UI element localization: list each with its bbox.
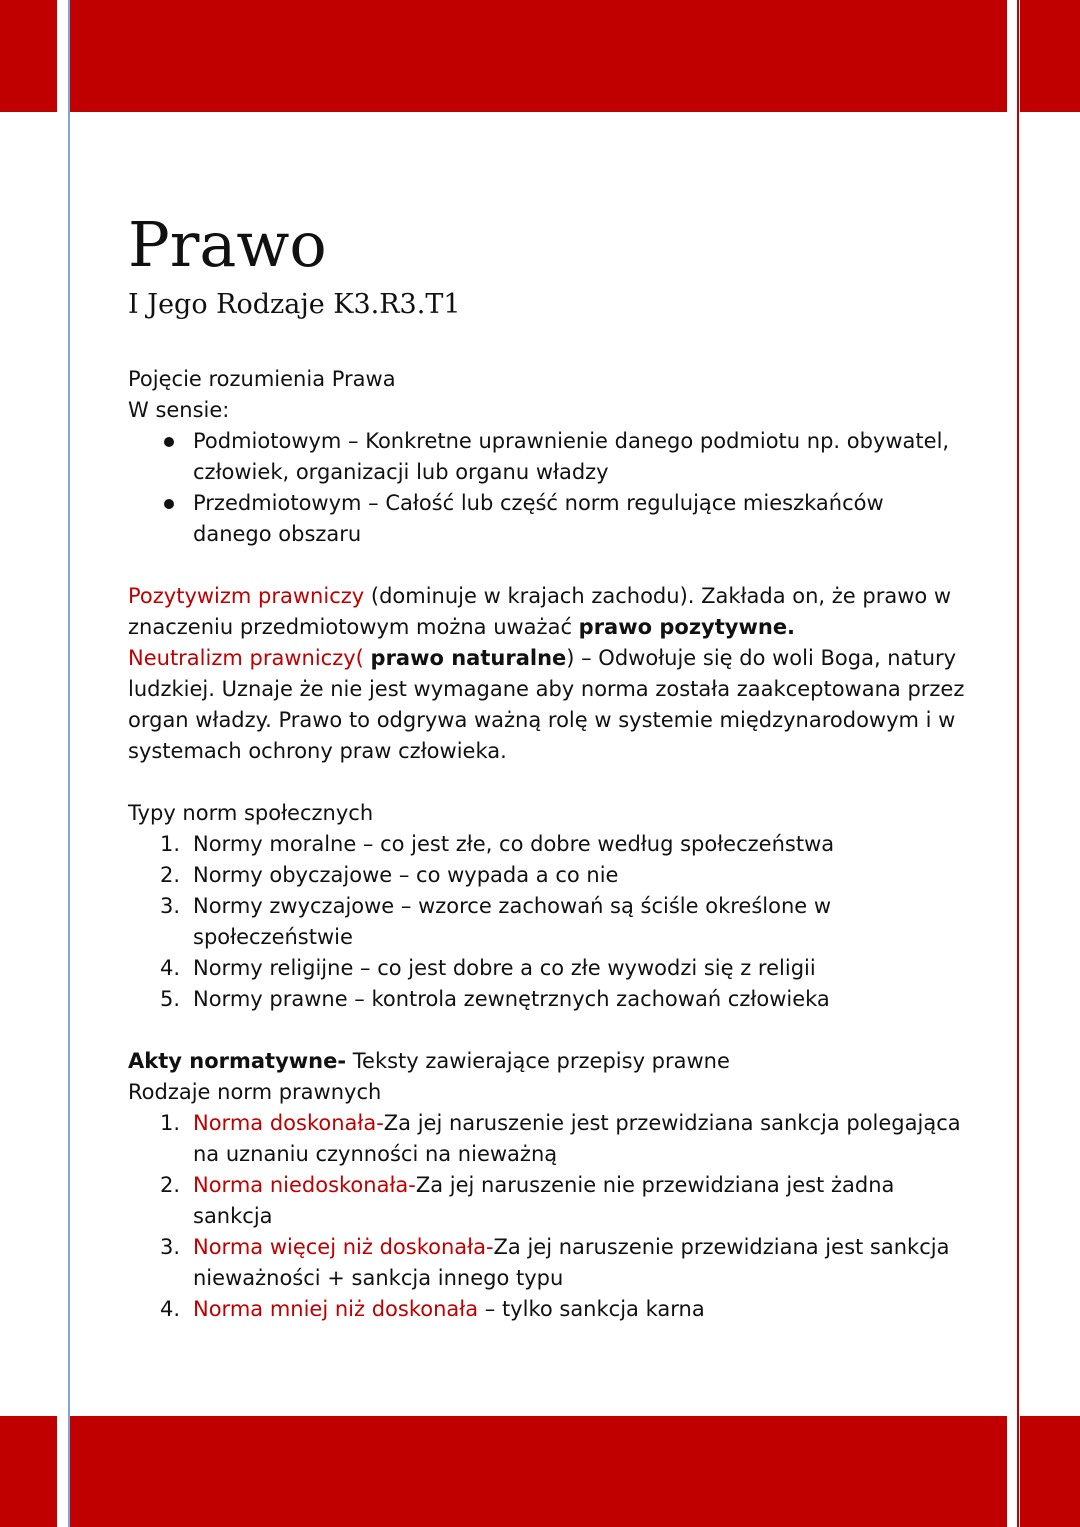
norm-term: Norma doskonała- [193,1111,384,1135]
list-number: 4. [160,1297,181,1321]
concept-term: Przedmiotowym [193,491,362,515]
page-subtitle: I Jego Rodzaje K3.R3.T1 [128,289,461,320]
list-item [128,860,968,891]
list-item [128,426,968,488]
list-item [128,829,968,860]
bullet-icon [164,499,174,509]
list-item [128,891,968,953]
list-number: 2. [160,1173,181,1197]
document-body [128,205,968,1325]
list-number: 1. [160,832,181,856]
neutralism-text: ) – Odwołuje się do woli Boga, natury ludzkiej. Uznaje że nie jest wymagane aby norma została zaakceptowana przez organ władzy. Prawo to odgrywa ważną rolę w systemie międzynarodowym i w systemach ochrony praw człowieka. [128,646,965,763]
list-text: Normy prawne – kontrola zewnętrznych zachowań człowieka [193,987,830,1011]
list-text: Normy zwyczajowe – wzorce zachowań są ściśle określone w społeczeństwie [193,894,832,949]
list-item [128,984,968,1015]
concept-intro: W sensie: [128,398,230,422]
acts-bold: Akty normatywne- [128,1049,347,1073]
neutralism-paragraph [128,643,968,767]
concept-text: – Konkretne uprawnienie danego podmiotu np. obywatel, człowiek, organizacji lub organu władzy [193,429,950,484]
norm-term: Norma niedoskonała- [193,1173,416,1197]
norm-term: Norma więcej niż doskonała- [193,1235,494,1259]
list-number: 5. [160,987,181,1011]
list-number: 4. [160,956,181,980]
list-item [128,1294,968,1325]
page-title: Prawo [128,208,327,281]
list-number: 3. [160,1235,181,1259]
neutralism-term: Neutralizm prawniczy [128,646,356,670]
acts-paragraph [128,1046,968,1077]
list-number: 2. [160,863,181,887]
neutralism-bold: prawo naturalne [370,646,567,670]
acts-text: Teksty zawierające przepisy prawne [346,1049,730,1073]
list-text: Normy moralne – co jest złe, co dobre według społeczeństwa [193,832,835,856]
norm-term: Norma mniej niż doskonała [193,1297,479,1321]
concept-heading: Pojęcie rozumienia Prawa [128,367,396,391]
norm-text: – tylko sankcja karna [478,1297,705,1321]
list-item [128,1108,968,1170]
norm-text: Za jej naruszenie przewidziana jest sankcja nieważności + sankcja innego typu [193,1235,950,1290]
header-band [0,0,1080,112]
positivism-bold: prawo pozytywne. [578,615,796,639]
neutralism-paren: ( [355,646,371,670]
list-item [128,1170,968,1232]
positivism-term: Pozytywizm prawniczy [128,584,365,608]
list-item [128,488,968,550]
left-margin-line [68,0,70,1527]
list-number: 3. [160,894,181,918]
concept-term: Podmiotowym [193,429,342,453]
legal-norms-list [128,1108,968,1325]
positivism-text: (dominuje w krajach zachodu). Zakłada on, że prawo w znaczeniu przedmiotowym można uważać [128,584,952,639]
concept-list [128,426,968,550]
social-norms-heading: Typy norm społecznych [128,801,374,825]
legal-norms-heading: Rodzaje norm prawnych [128,1080,382,1104]
list-text: Normy obyczajowe – co wypada a co nie [193,863,619,887]
list-item [128,953,968,984]
list-text: Normy religijne – co jest dobre a co złe wywodzi się z religii [193,956,816,980]
footer-band [0,1416,1080,1527]
bullet-icon [164,437,174,447]
list-number: 1. [160,1111,181,1135]
norm-text: Za jej naruszenie nie przewidziana jest żadna sankcja [193,1173,895,1228]
social-norms-list [128,829,968,1015]
concept-text: – Całość lub część norm regulujące mieszkańców danego obszaru [193,491,884,546]
list-item [128,1232,968,1294]
positivism-paragraph [128,581,968,643]
norm-text: Za jej naruszenie jest przewidziana sankcja polegająca na uznaniu czynności na nieważną [193,1111,961,1166]
right-margin-line [1017,0,1019,1527]
